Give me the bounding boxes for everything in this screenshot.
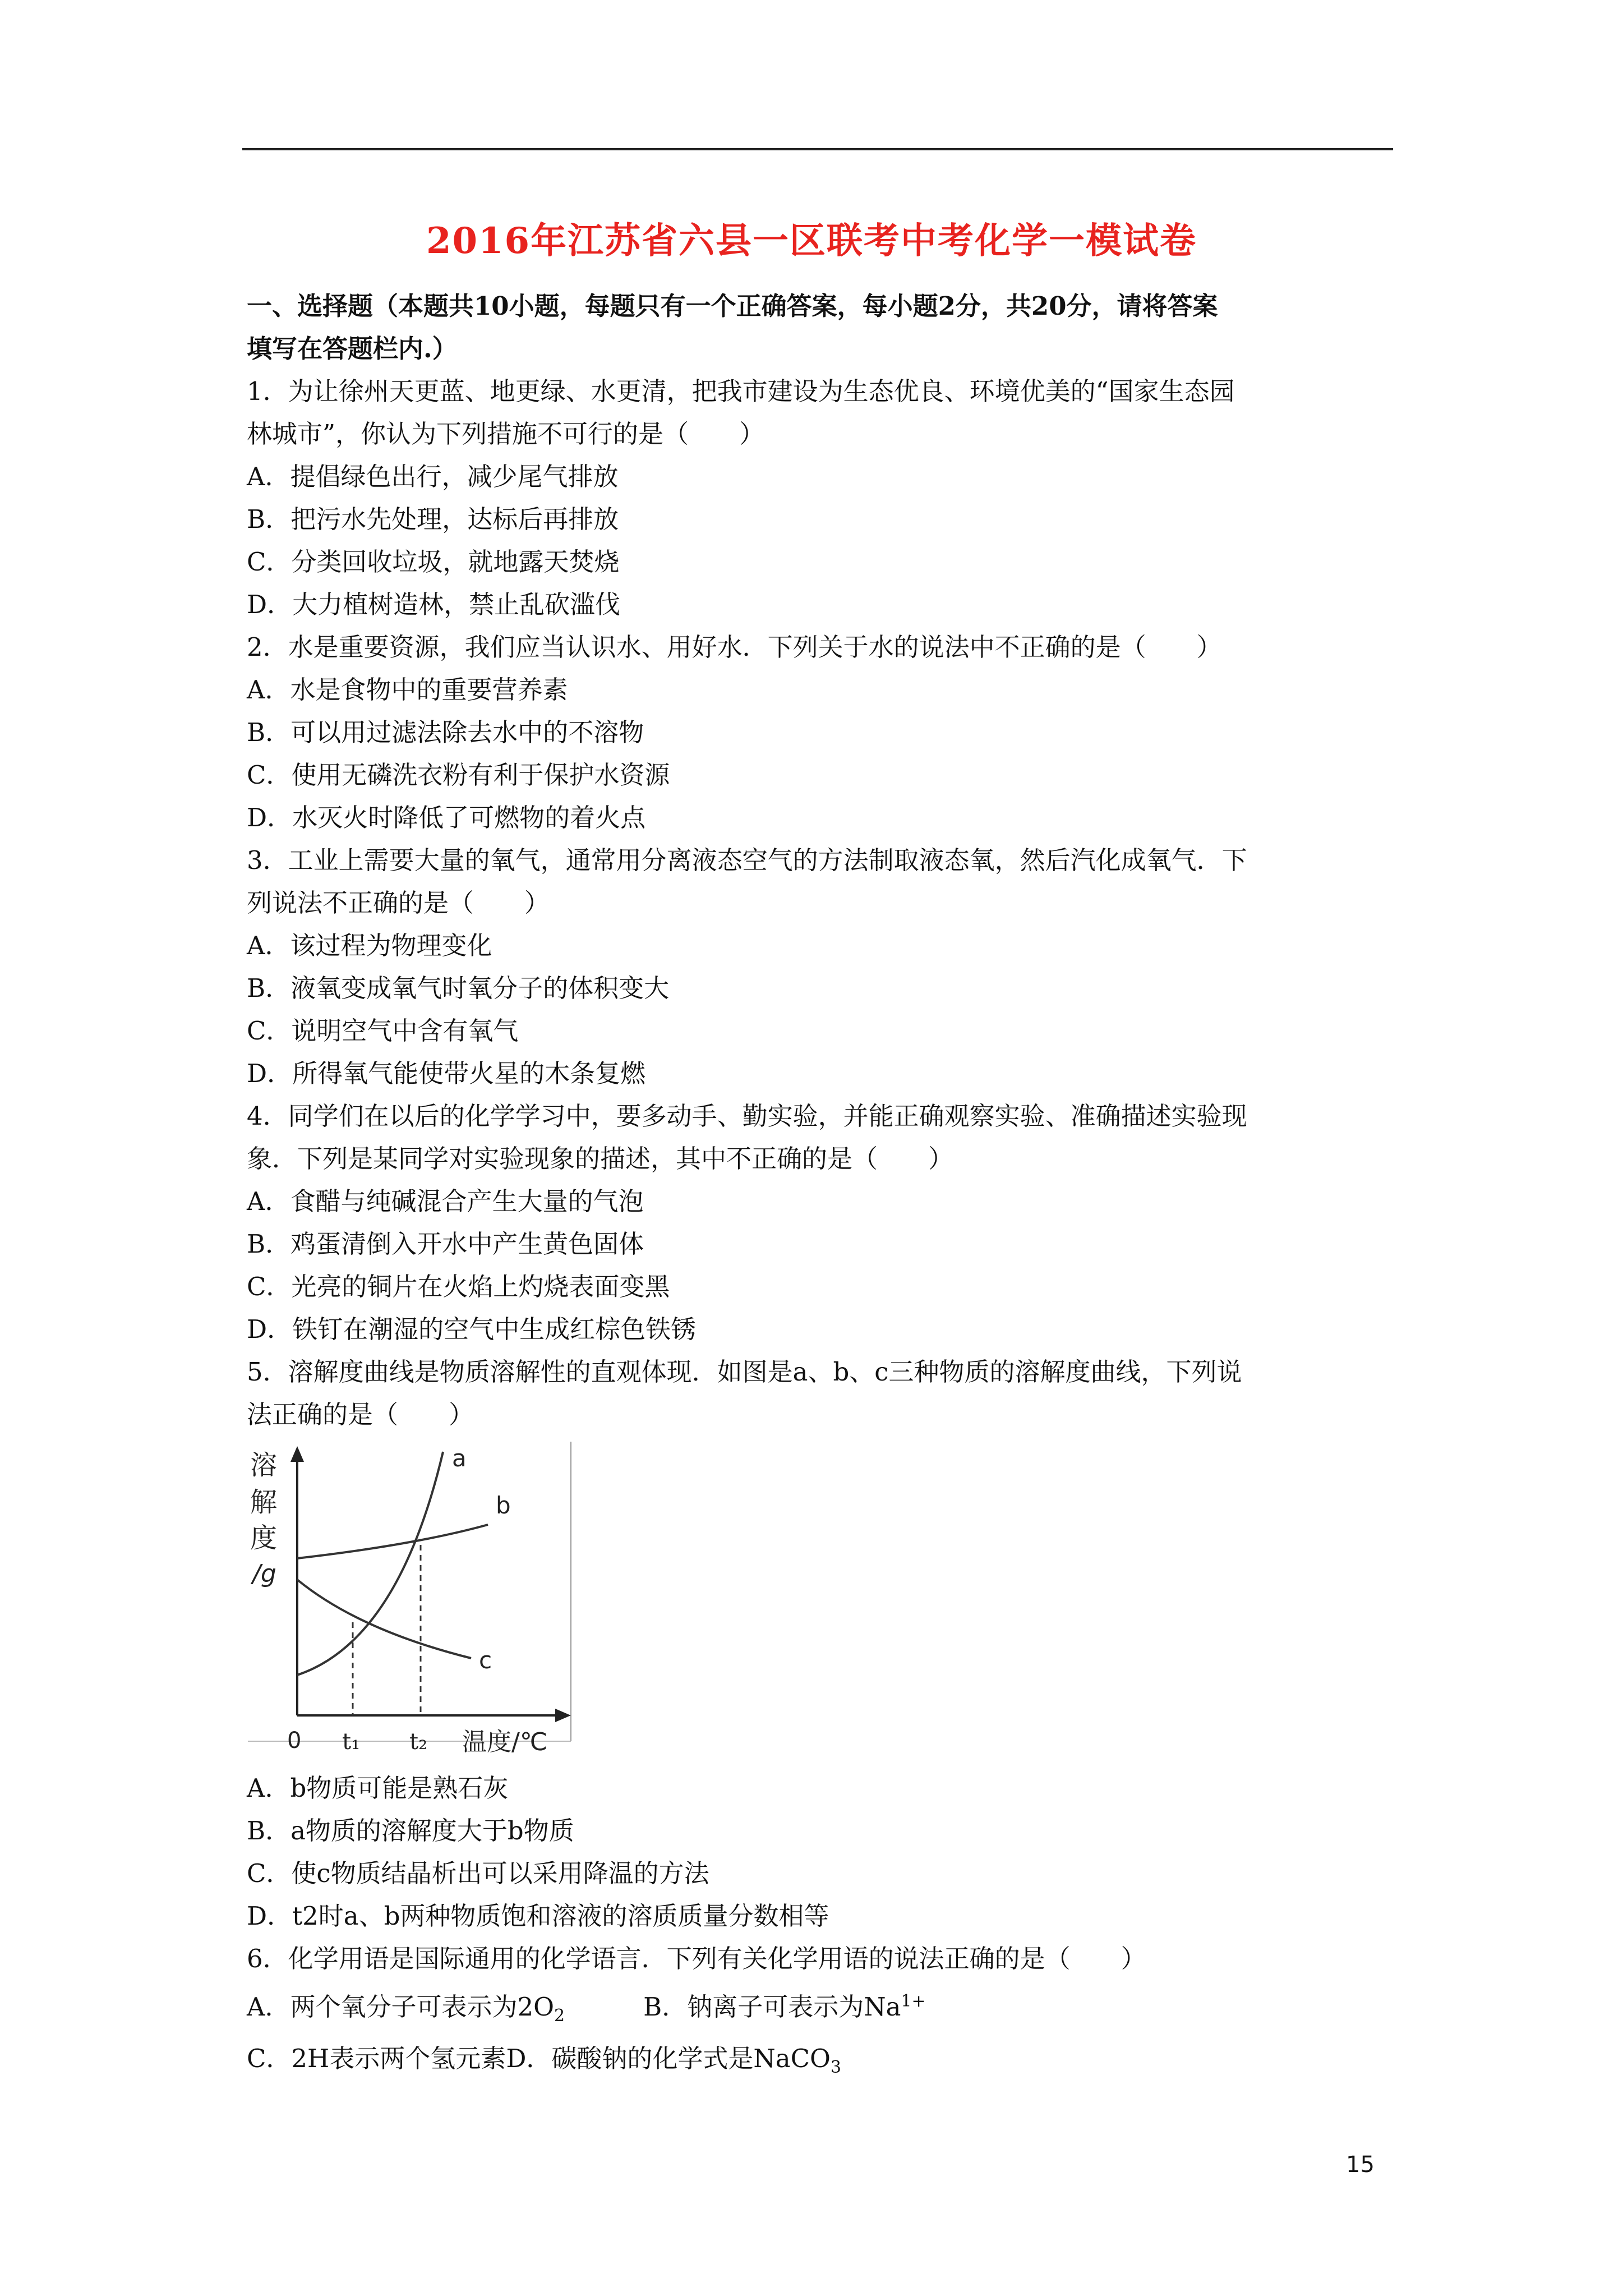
y-label-char: 溶 xyxy=(250,1450,278,1481)
section-heading-line-1: 一、选择题（本题共10小题，每题只有一个正确答案，每小题2分，共20分，请将答案 xyxy=(247,291,1218,321)
option-b: B．可以用过滤法除去水中的不溶物 xyxy=(247,717,644,747)
solubility-chart xyxy=(247,1439,583,1759)
option-d: D．水灭火时降低了可燃物的着火点 xyxy=(247,803,646,832)
option-d-subscript: 3 xyxy=(830,2058,842,2077)
option-a: A．两个氧分子可表示为2O xyxy=(247,1992,555,2022)
exam-title: 2016年江苏省六县一区联考中考化学一模试卷 xyxy=(426,220,1197,262)
question-stem-line: 4．同学们在以后的化学学习中，要多动手、勤实验，并能正确观察实验、准确描述实验现 xyxy=(247,1101,1247,1131)
origin-label: 0 xyxy=(287,1728,302,1754)
header-rule xyxy=(242,148,1393,150)
option-d: D．碳酸钠的化学式是NaCO xyxy=(506,2044,831,2073)
option-a: A．b物质可能是熟石灰 xyxy=(247,1773,509,1803)
question-3 xyxy=(247,839,1396,1095)
option-b: B．液氧变成氧气时氧分子的体积变大 xyxy=(247,973,670,1003)
question-stem-line: 1．为让徐州天更蓝、地更绿、水更清，把我市建设为生态优良、环境优美的“国家生态园 xyxy=(247,376,1235,406)
page-number: 15 xyxy=(1346,2152,1375,2178)
exam-content xyxy=(247,285,1396,2089)
option-b: B．a物质的溶解度大于b物质 xyxy=(247,1816,574,1846)
question-stem-line: 林城市”，你认为下列措施不可行的是（ ） xyxy=(247,419,765,449)
option-b: B．钠离子可表示为Na xyxy=(643,1992,901,2022)
question-5 xyxy=(247,1351,1396,1938)
option-c: C．光亮的铜片在火焰上灼烧表面变黑 xyxy=(247,1272,670,1301)
y-label-char: 解 xyxy=(250,1487,278,1518)
option-d: D．所得氧气能使带火星的木条复燃 xyxy=(247,1059,646,1088)
question-stem-line: 列说法不正确的是（ ） xyxy=(247,888,550,918)
option-a: A．食醋与纯碱混合产生大量的气泡 xyxy=(247,1186,644,1216)
curve-b xyxy=(297,1525,488,1558)
question-stem-line: 3．工业上需要大量的氧气，通常用分离液态空气的方法制取液态氧，然后汽化成氧气．下 xyxy=(247,845,1247,875)
option-row-cd xyxy=(247,2037,1396,2089)
option-c: C．分类回收垃圾，就地露天焚烧 xyxy=(247,547,620,577)
solubility-curve-figure xyxy=(247,1439,583,1759)
curve-label-a: a xyxy=(452,1444,467,1472)
y-label-char: /g xyxy=(252,1559,276,1588)
option-b-superscript: 1+ xyxy=(901,1991,926,2011)
option-c: C．2H表示两个氢元素 xyxy=(247,2044,506,2073)
option-a: A．该过程为物理变化 xyxy=(247,931,492,960)
question-stem-line: 法正确的是（ ） xyxy=(247,1400,474,1429)
curve-label-c: c xyxy=(479,1646,492,1674)
x-axis-arrow xyxy=(555,1709,571,1722)
option-a: A．提倡绿色出行，减少尾气排放 xyxy=(247,462,619,491)
section-heading-line-2: 填写在答题栏内.） xyxy=(247,334,458,364)
question-6 xyxy=(247,1938,1396,2089)
option-d: D．t2时a、b两种物质饱和溶液的溶质质量分数相等 xyxy=(247,1901,829,1931)
option-c: C．使c物质结晶析出可以采用降温的方法 xyxy=(247,1858,709,1888)
question-stem-line: 象．下列是某同学对实验现象的描述，其中不正确的是（ ） xyxy=(247,1144,954,1174)
question-2 xyxy=(247,626,1396,839)
y-axis-arrow xyxy=(291,1446,304,1462)
question-stem-line: 5．溶解度曲线是物质溶解性的直观体现．如图是a、b、c三种物质的溶解度曲线，下列说 xyxy=(247,1357,1242,1387)
x-axis-label: 温度/℃ xyxy=(462,1728,548,1756)
option-d: D．大力植树造林，禁止乱砍滥伐 xyxy=(247,590,621,619)
y-label-char: 度 xyxy=(250,1522,278,1554)
curve-label-b: b xyxy=(496,1492,511,1519)
curve-c xyxy=(297,1580,471,1658)
option-b: B．鸡蛋清倒入开水中产生黄色固体 xyxy=(247,1229,644,1259)
option-a-subscript: 2 xyxy=(554,2006,565,2026)
question-stem-line: 6．化学用语是国际通用的化学语言．下列有关化学用语的说法正确的是（ ） xyxy=(247,1944,1146,1973)
option-d: D．铁钉在潮湿的空气中生成红棕色铁锈 xyxy=(247,1314,697,1344)
tick-label-t2: t₂ xyxy=(409,1729,428,1755)
option-c: C．说明空气中含有氧气 xyxy=(247,1016,519,1046)
option-a: A．水是食物中的重要营养素 xyxy=(247,675,568,705)
tick-label-t1: t₁ xyxy=(342,1729,361,1755)
option-row-ab xyxy=(247,1980,1396,2037)
option-c: C．使用无磷洗衣粉有利于保护水资源 xyxy=(247,760,670,790)
question-stem-line: 2．水是重要资源，我们应当认识水、用好水．下列关于水的说法中不正确的是（ ） xyxy=(247,632,1222,662)
question-1 xyxy=(247,370,1396,626)
question-4 xyxy=(247,1095,1396,1351)
curve-a xyxy=(297,1452,443,1675)
option-b: B．把污水先处理，达标后再排放 xyxy=(247,504,619,534)
